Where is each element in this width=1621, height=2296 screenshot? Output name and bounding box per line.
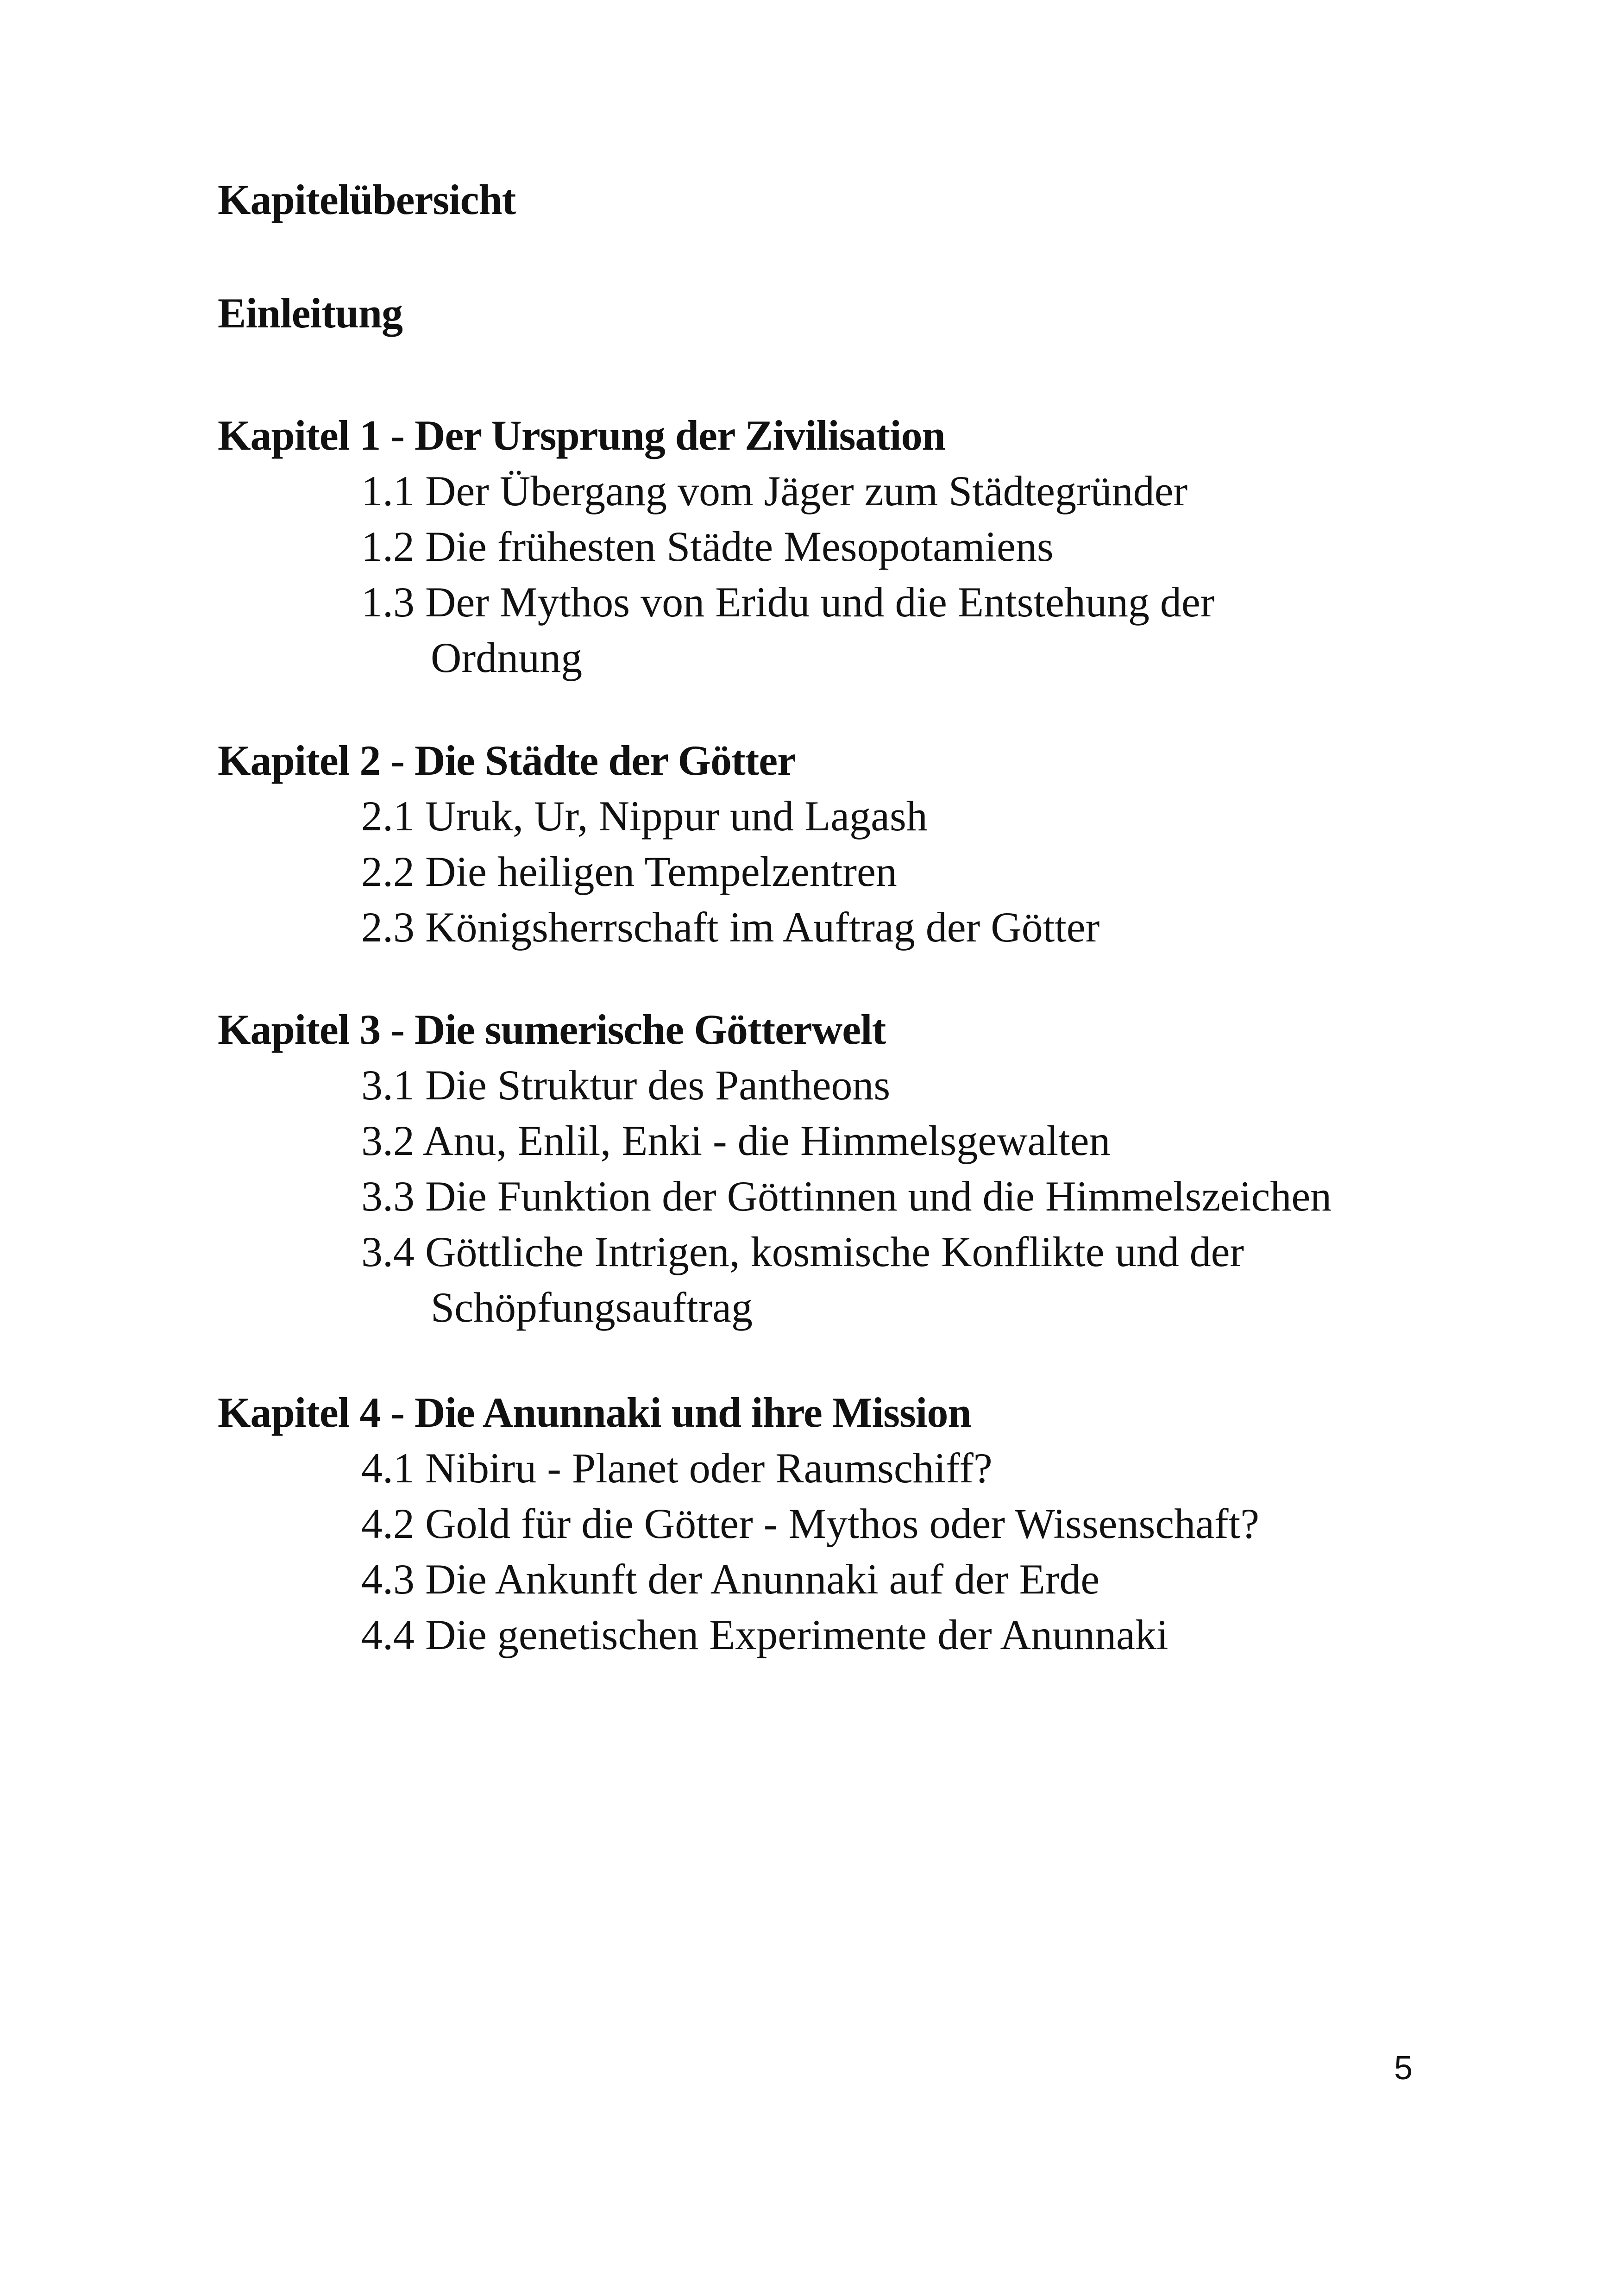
section-text: 2.3 Königsherrschaft im Auftrag der Götter	[361, 903, 1100, 951]
section-4-3	[218, 1551, 1259, 1607]
section-text: 3.4 Göttliche Intrigen, kosmische Konflikte und der	[361, 1228, 1244, 1275]
introduction-heading: Einleitung	[218, 289, 403, 337]
chapter-heading: Kapitel 2 - Die Städte der Götter	[218, 737, 796, 784]
section-1-2	[218, 519, 1214, 574]
section-4-1	[218, 1440, 1259, 1496]
section-4-4	[218, 1607, 1259, 1662]
chapter-1	[218, 408, 1214, 685]
section-2-3	[218, 899, 1100, 955]
chapter-heading: Kapitel 3 - Die sumerische Götterwelt	[218, 1006, 886, 1053]
section-text: 1.2 Die frühesten Städte Mesopotamiens	[361, 523, 1054, 570]
section-3-2	[218, 1113, 1332, 1168]
section-text: 4.1 Nibiru - Planet oder Raumschiff?	[361, 1444, 993, 1492]
section-text: 1.1 Der Übergang vom Jäger zum Städtegründer	[361, 467, 1188, 514]
section-text: 3.2 Anu, Enlil, Enki - die Himmelsgewalten	[361, 1117, 1111, 1164]
section-text: 2.2 Die heiligen Tempelzentren	[361, 848, 897, 895]
chapter-heading: Kapitel 1 - Der Ursprung der Zivilisation	[218, 412, 945, 459]
section-text-continuation: Ordnung	[431, 634, 583, 681]
section-3-3	[218, 1168, 1332, 1224]
chapter-4	[218, 1385, 1259, 1662]
section-2-2	[218, 844, 1100, 899]
section-text: 1.3 Der Mythos von Eridu und die Entstehung der	[361, 578, 1215, 626]
section-1-3	[218, 574, 1214, 685]
section-3-1	[218, 1057, 1332, 1113]
section-text: 3.1 Die Struktur des Pantheons	[361, 1061, 891, 1109]
section-3-4	[218, 1224, 1332, 1335]
chapter-2	[218, 733, 1100, 955]
page-number: 5	[1394, 2050, 1413, 2087]
section-text: 3.3 Die Funktion der Göttinnen und die Himmelszeichen	[361, 1173, 1332, 1220]
section-text: 2.1 Uruk, Ur, Nippur und Lagash	[361, 792, 928, 840]
chapter-3	[218, 1002, 1332, 1335]
section-1-1	[218, 463, 1214, 519]
section-2-1	[218, 788, 1100, 844]
section-text: 4.2 Gold für die Götter - Mythos oder Wissenschaft?	[361, 1500, 1259, 1547]
toc-title: Kapitelübersicht	[218, 176, 516, 223]
section-4-2	[218, 1496, 1259, 1551]
section-text: 4.4 Die genetischen Experimente der Anunnaki	[361, 1611, 1169, 1658]
chapter-heading: Kapitel 4 - Die Anunnaki und ihre Mission	[218, 1389, 971, 1436]
section-text: 4.3 Die Ankunft der Anunnaki auf der Erde	[361, 1556, 1100, 1603]
section-text-continuation: Schöpfungsauftrag	[431, 1284, 753, 1331]
